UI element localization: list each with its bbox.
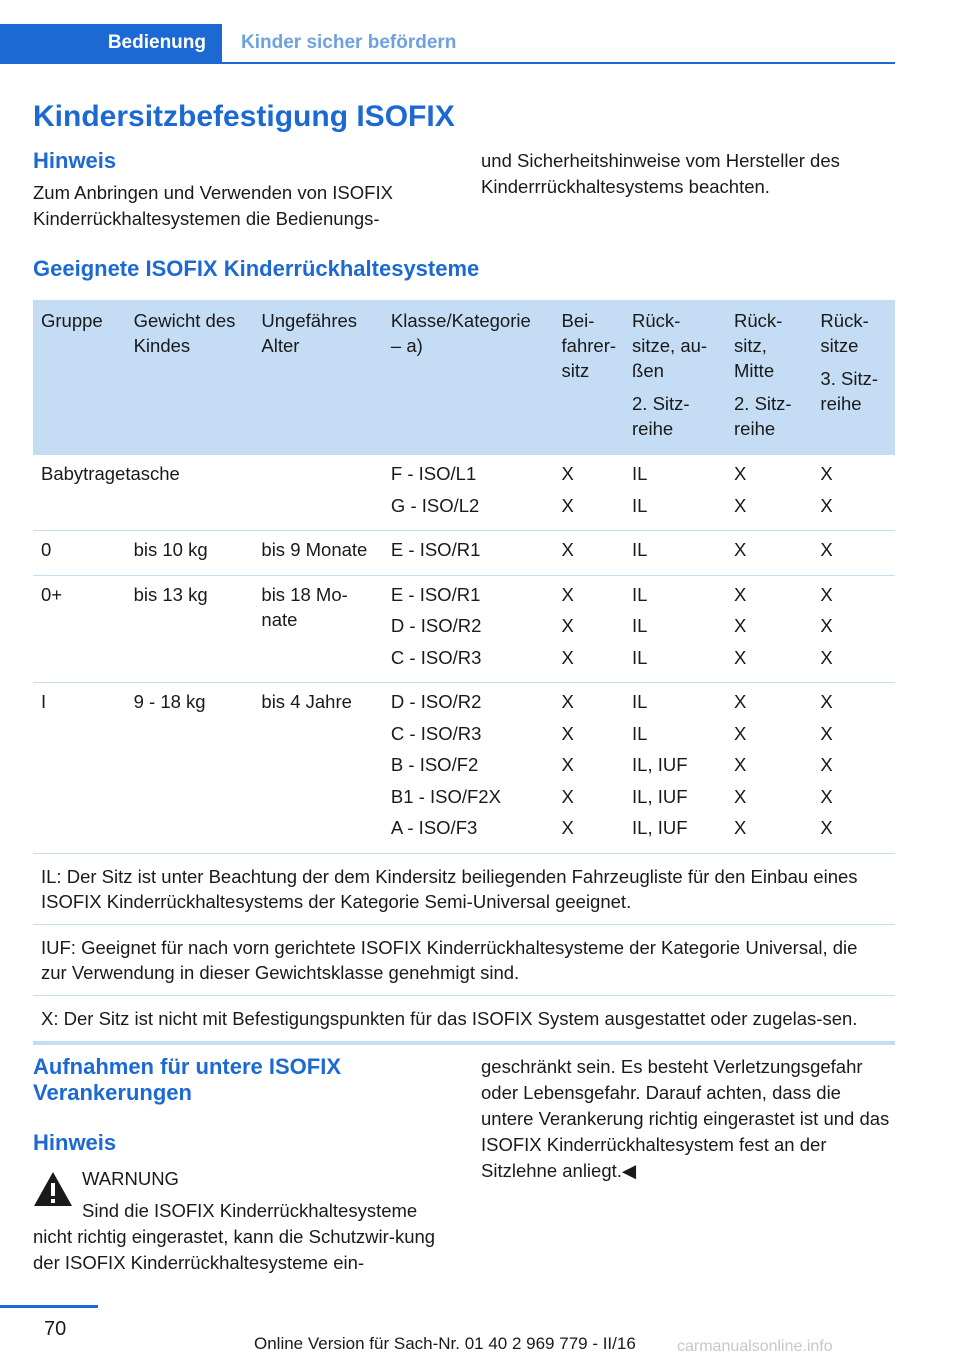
table-row	[33, 683, 895, 854]
rear-outer-cell	[624, 531, 726, 576]
cell-value: X	[820, 754, 833, 775]
rear-outer-cell	[624, 575, 726, 683]
third-row-cell	[812, 575, 895, 683]
third-row-cell	[812, 531, 895, 576]
age-cell: bis 18 Mo-nate	[253, 575, 383, 683]
cell-value: E - ISO/R1	[390, 539, 481, 560]
cell-value: X	[561, 615, 574, 636]
tab-kinder-sicher-befoerdern[interactable]: Kinder sicher befördern	[241, 32, 457, 53]
cell-value: IL, IUF	[632, 785, 688, 807]
hint-heading: Hinweis	[33, 148, 117, 173]
cell-value: F - ISO/L1	[390, 463, 477, 484]
table-note: X: Der Sitz ist nicht mit Befestigungspunkten für das ISOFIX System ausgestattet oder zugelas-sen.	[33, 995, 895, 1043]
table-header-cell	[383, 300, 554, 455]
table-row	[33, 531, 895, 576]
cell-value: X	[561, 583, 574, 605]
cell-value: X	[734, 785, 747, 807]
group-cell: 0+	[33, 575, 126, 683]
header-main-label: Bei-fahrer-sitz	[561, 310, 617, 381]
header-main-label: Gewicht des Kindes	[133, 310, 236, 356]
classes-cell	[383, 575, 554, 683]
hint-text-right: und Sicherheitshinweise vom Hersteller des Kinderrrückhaltesystems beachten.	[481, 150, 840, 197]
warning-text-left: Sind die ISOFIX Kinderrückhaltesysteme nicht richtig eingerastet, kann die Schutzwir-kung der ISOFIX Kinderrückhaltesysteme ein-	[33, 1200, 436, 1273]
rear-middle-cell	[726, 531, 812, 576]
table-header-row	[33, 300, 895, 455]
table-note-row	[33, 853, 895, 924]
cell-value: B - ISO/F2	[390, 754, 479, 775]
table-row	[33, 575, 895, 683]
cell-value: D - ISO/R2	[390, 615, 482, 636]
cell-value: G - ISO/L2	[390, 494, 480, 516]
table-header-cell	[726, 300, 812, 455]
cell-value: X	[734, 463, 747, 484]
cell-value: X	[734, 583, 747, 605]
cell-value: C - ISO/R3	[390, 722, 482, 744]
table-header-cell	[33, 300, 126, 455]
classes-cell	[383, 455, 554, 531]
page-title: Kindersitzbefestigung ISOFIX	[33, 100, 455, 133]
cell-value: X	[734, 817, 747, 838]
rear-outer-cell	[624, 683, 726, 854]
table-note-row	[33, 995, 895, 1043]
header-main-label: Rück-sitze	[820, 310, 869, 356]
cell-value: IL	[632, 722, 648, 744]
footer-version-text: Online Version für Sach-Nr. 01 40 2 969 779 - II/16	[254, 1334, 636, 1353]
weight-cell: bis 13 kg	[126, 575, 254, 683]
cell-value: IL	[632, 463, 648, 484]
header-sub-label: 2. Sitz-reihe	[632, 393, 690, 439]
cell-value: IL	[632, 583, 648, 605]
cell-value: X	[820, 691, 833, 712]
header-main-label: Gruppe	[41, 310, 103, 331]
table-heading: Geeignete ISOFIX Kinderrückhaltesysteme	[33, 256, 480, 281]
table-note-row	[33, 924, 895, 995]
group-cell: 0	[33, 531, 126, 576]
footer-line	[0, 1305, 98, 1308]
age-cell: bis 4 Jahre	[253, 683, 383, 854]
cell-value: D - ISO/R2	[390, 691, 482, 712]
cell-value: X	[820, 722, 833, 744]
cell-value: IL, IUF	[632, 754, 688, 775]
cell-value: X	[561, 691, 574, 712]
cell-value: X	[561, 539, 574, 560]
passenger-cell	[554, 455, 624, 531]
header-main-label: Rück-sitz, Mitte	[734, 310, 783, 381]
table-header-cell	[624, 300, 726, 455]
cell-value: X	[820, 615, 833, 636]
cell-value: X	[734, 539, 747, 560]
cell-value: X	[820, 583, 833, 605]
cell-value: X	[561, 646, 574, 668]
passenger-cell	[554, 575, 624, 683]
header-sub-label: 3. Sitz-reihe	[820, 368, 878, 414]
watermark: carmanualsonline.info	[677, 1338, 833, 1355]
cell-value: X	[561, 463, 574, 484]
section-heading-isofix-anchors: Aufnahmen für untere ISOFIX Verankerungen	[33, 1054, 342, 1105]
cell-value: X	[561, 817, 574, 838]
warning-text-right: geschränkt sein. Es besteht Verletzungsgefahr oder Lebensgefahr. Darauf achten, dass die untere Verankerung richtig eingerastet ist und das ISOFIX Kinderrückhaltesystem fest an der Sitzlehne anliegt.◀	[481, 1056, 890, 1181]
cell-value: X	[734, 646, 747, 668]
cell-value: IL	[632, 494, 648, 516]
cell-value: IL	[632, 539, 648, 560]
cell-value: X	[820, 785, 833, 807]
header-main-label: Klasse/Kategorie – a)	[390, 310, 531, 356]
cell-value: E - ISO/R1	[390, 583, 481, 605]
cell-value: X	[561, 785, 574, 807]
cell-value: X	[734, 722, 747, 744]
header-main-label: Ungefähres Alter	[261, 310, 358, 356]
classes-cell	[383, 683, 554, 854]
third-row-cell	[812, 455, 895, 531]
cell-value: A - ISO/F3	[390, 817, 478, 838]
header-sub-label: 2. Sitz-reihe	[734, 393, 792, 439]
table-header-cell	[253, 300, 383, 455]
cell-value: X	[820, 817, 833, 838]
rear-middle-cell	[726, 455, 812, 531]
group-cell: Babytragetasche	[33, 455, 383, 531]
cell-value: X	[734, 615, 747, 636]
age-cell: bis 9 Monate	[253, 531, 383, 576]
cell-value: B1 - ISO/F2X	[390, 785, 501, 807]
cell-value: IL, IUF	[632, 817, 688, 838]
cell-value: IL	[632, 615, 648, 636]
cell-value: X	[820, 539, 833, 560]
passenger-cell	[554, 531, 624, 576]
table-note: IUF: Geeignet für nach vorn gerichtete ISOFIX Kinderrückhaltesysteme der Kategorie Universal, die zur Verwendung in dieser Gewichtsklasse genehmigt sind.	[33, 924, 895, 995]
cell-value: X	[820, 494, 833, 516]
cell-value: X	[561, 494, 574, 516]
isofix-table	[33, 300, 895, 1045]
rear-middle-cell	[726, 683, 812, 854]
tab-bedienung[interactable]: Bedienung	[0, 24, 222, 62]
rear-middle-cell	[726, 575, 812, 683]
hint-text-left: Zum Anbringen und Verwenden von ISOFIX Kinderrückhaltesystemen die Bedienungs-	[33, 182, 393, 229]
cell-value: X	[734, 754, 747, 775]
cell-value: IL	[632, 691, 648, 712]
table-header-cell	[554, 300, 624, 455]
warning-label: WARNUNG	[82, 1168, 179, 1189]
passenger-cell	[554, 683, 624, 854]
table-note: IL: Der Sitz ist unter Beachtung der dem Kindersitz beiliegenden Fahrzeugliste für den Einbau eines ISOFIX Kinderrückhaltesystems der Kategorie Semi-Universal geeignet.	[33, 853, 895, 924]
cell-value: X	[820, 646, 833, 668]
rear-outer-cell	[624, 455, 726, 531]
group-cell: I	[33, 683, 126, 854]
weight-cell: 9 - 18 kg	[126, 683, 254, 854]
table-header-cell	[126, 300, 254, 455]
cell-value: X	[734, 494, 747, 516]
cell-value: X	[820, 463, 833, 484]
cell-value: X	[734, 691, 747, 712]
cell-value: X	[561, 754, 574, 775]
cell-value: X	[561, 722, 574, 744]
table-row	[33, 455, 895, 531]
table-header-cell	[812, 300, 895, 455]
cell-value: IL	[632, 646, 648, 668]
page-number: 70	[44, 1318, 67, 1340]
third-row-cell	[812, 683, 895, 854]
classes-cell	[383, 531, 554, 576]
cell-value: C - ISO/R3	[390, 646, 482, 668]
header-main-label: Rück-sitze, au-ßen	[632, 310, 708, 381]
hint-heading-2: Hinweis	[33, 1130, 117, 1155]
weight-cell: bis 10 kg	[126, 531, 254, 576]
page-header	[0, 24, 895, 64]
